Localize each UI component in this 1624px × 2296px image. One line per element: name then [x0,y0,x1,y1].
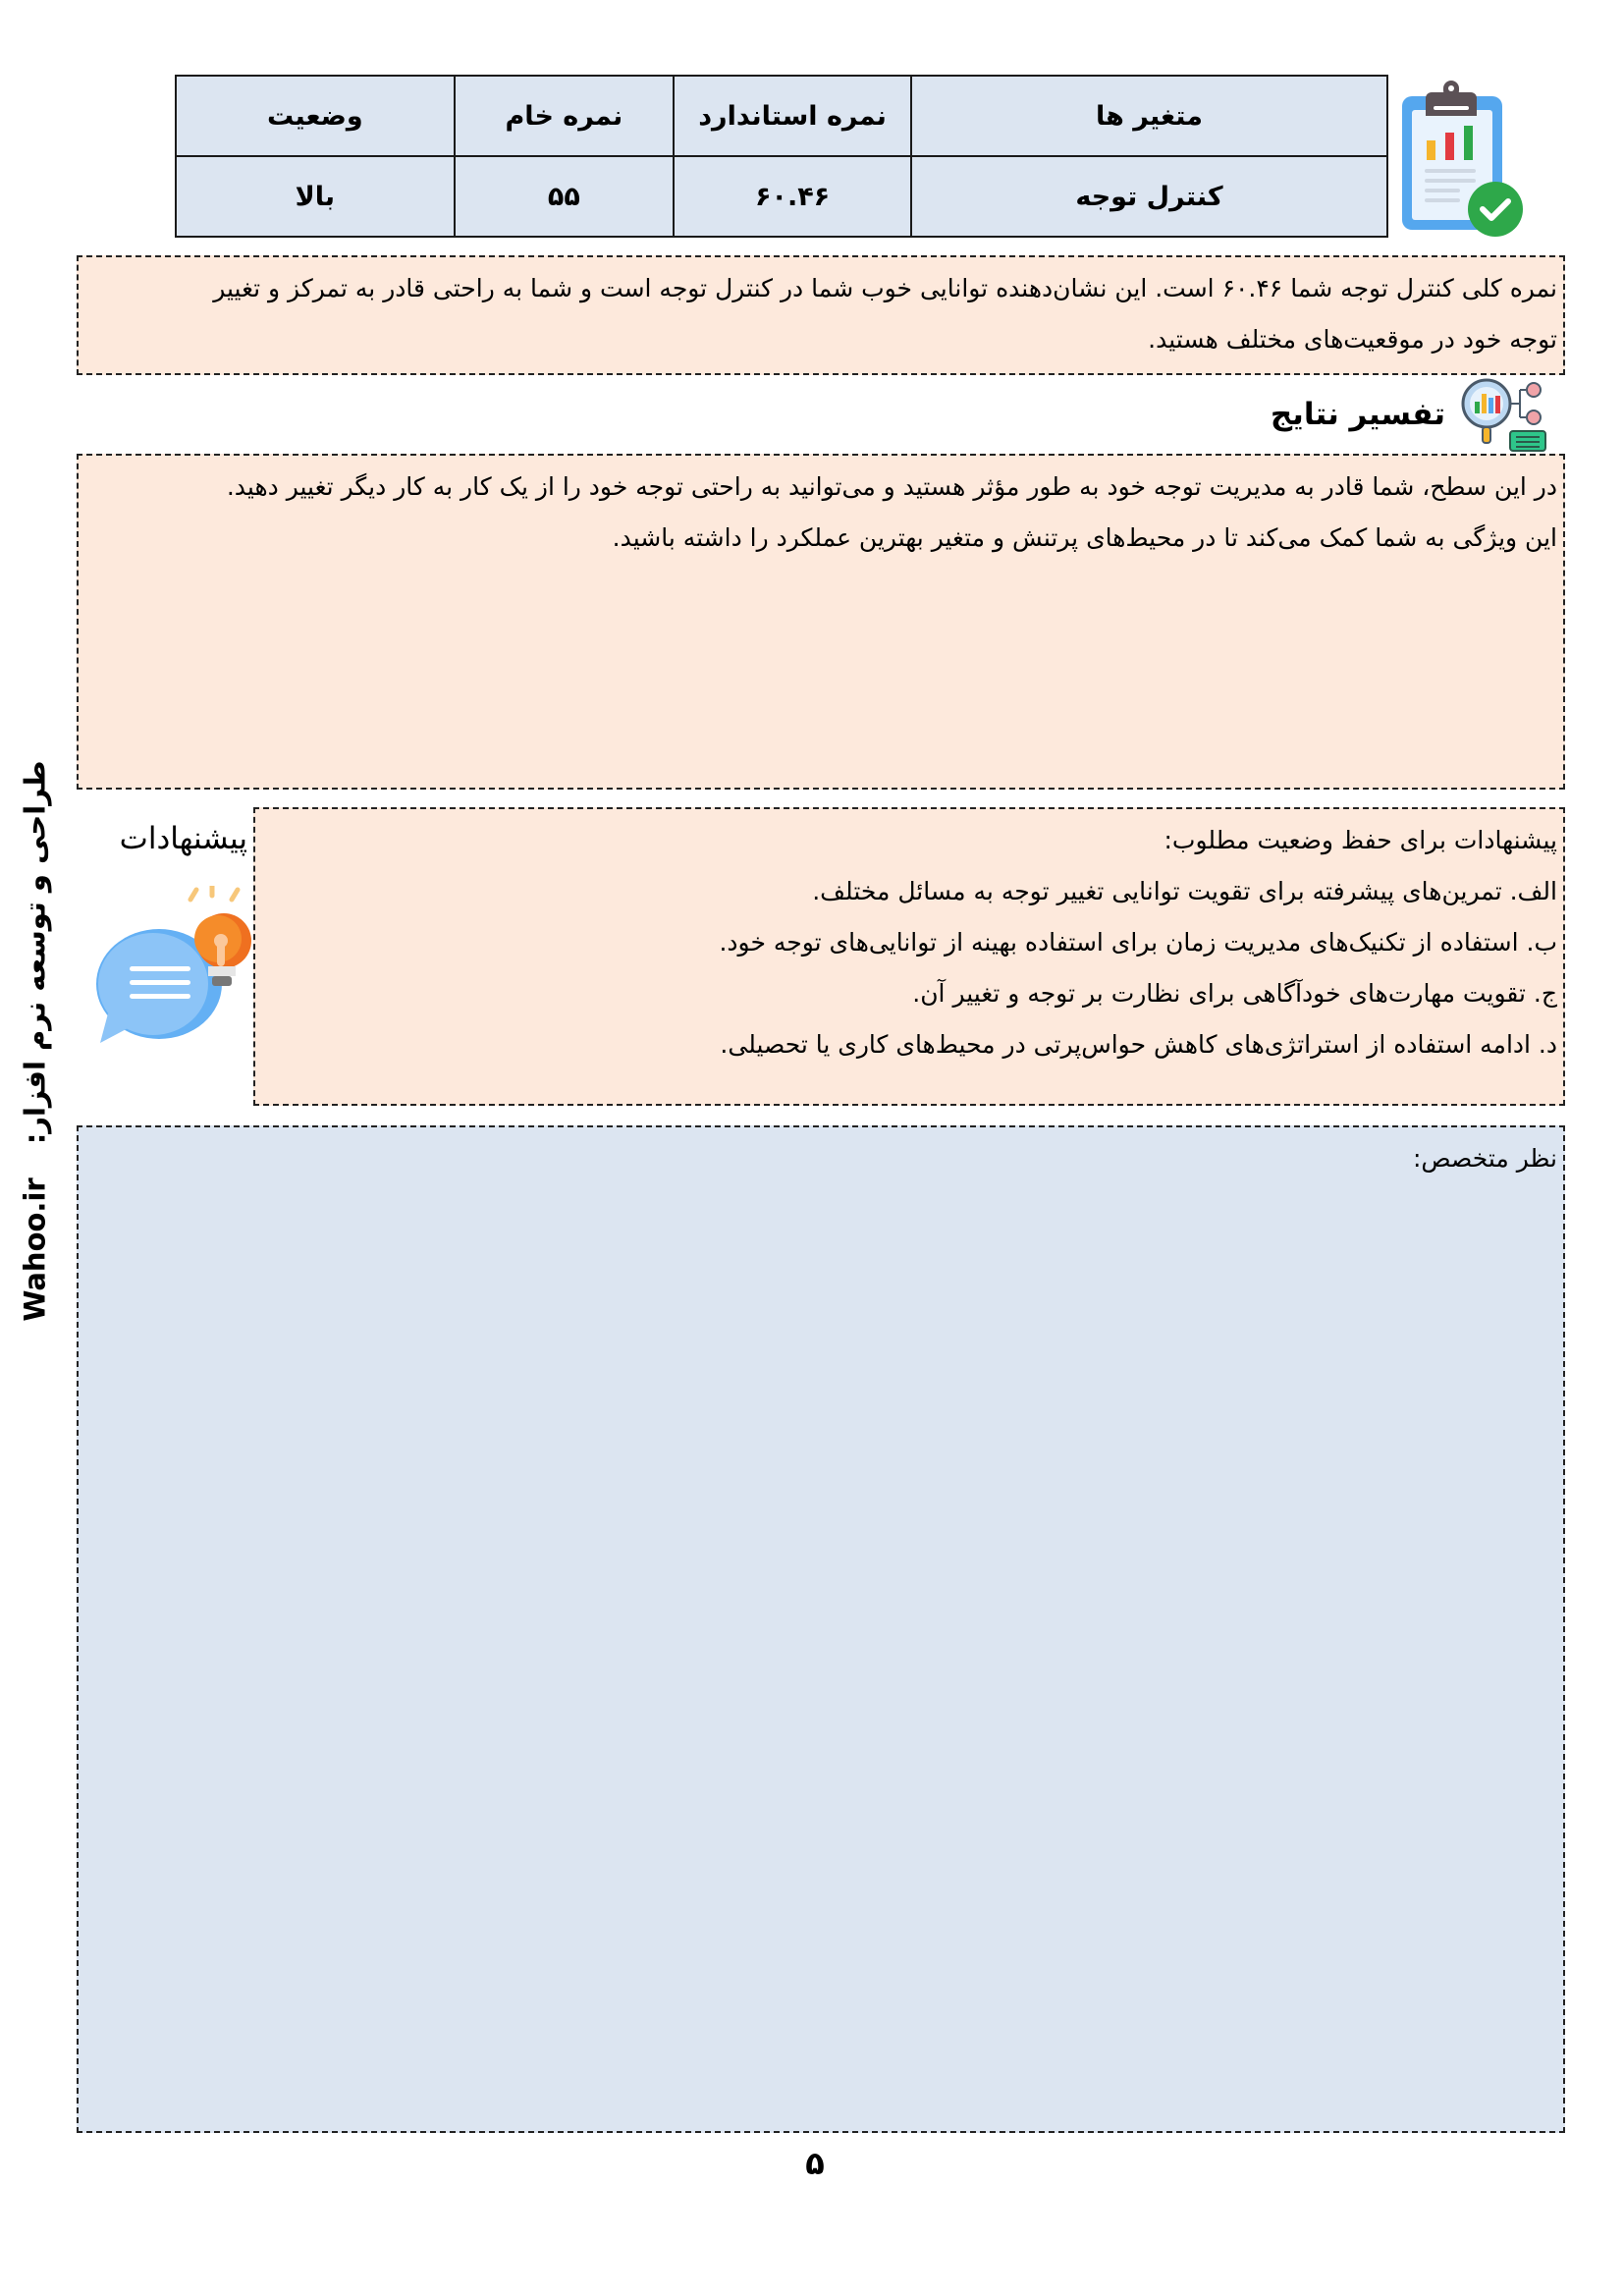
credit-label: طراحی و توسعه نرم افزار: [19,760,53,1145]
interpretation-box [77,454,1565,790]
table-row [176,156,1387,237]
interpretation-line: این ویژگی به شما کمک می‌کند تا در محیط‌های پرتنش و متغیر بهترین عملکرد را داشته باشید. [612,523,1557,552]
interpretation-title: تفسیر نتایج [1270,397,1445,432]
expert-opinion-label: نظر متخصص: [1412,1144,1557,1173]
clipboard-chart-check-icon [1394,73,1532,240]
summary-box [77,255,1565,375]
table-header-row [176,76,1387,156]
sidebar-credit [14,760,57,1322]
header-raw-score: نمره خام [455,76,675,156]
cell-variable: کنترل توجه [911,156,1387,237]
summary-line: نمره کلی کنترل توجه شما ۶۰.۴۶ است. این نشان‌دهنده توانایی خوب شما در کنترل توجه است و شما به راحتی قادر به تمرکز و تغییر [213,274,1557,302]
cell-raw-score: ۵۵ [455,156,675,237]
suggestion-item: د. ادامه استفاده از استراتژی‌های کاهش حواس‌پرتی در محیط‌های کاری یا تحصیلی. [720,1030,1557,1059]
speech-bubble-lightbulb-icon [94,886,255,1053]
suggestion-item: ب. استفاده از تکنیک‌های مدیریت زمان برای استفاده بهینه از توانایی‌های توجه خود. [719,928,1557,957]
suggestions-title: پیشنهادات [119,821,247,856]
suggestions-box [253,807,1565,1106]
cell-status: بالا [176,156,455,237]
header-variables: متغیر ها [911,76,1387,156]
expert-opinion-box[interactable] [77,1125,1565,2133]
header-standard-score: نمره استاندارد [674,76,911,156]
suggestion-item: ج. تقویت مهارت‌های خودآگاهی برای نظارت بر توجه و تغییر آن. [912,979,1557,1008]
header-status: وضعیت [176,76,455,156]
suggestions-intro: پیشنهادات برای حفظ وضعیت مطلوب: [1164,826,1557,854]
score-table [175,75,1388,238]
suggestion-item: الف. تمرین‌های پیشرفته برای تقویت توانایی تغییر توجه به مسائل مختلف. [812,877,1557,905]
interpretation-line: در این سطح، شما قادر به مدیریت توجه خود به طور مؤثر هستید و می‌توانید به راحتی توجه خود را از یک کار به کار دیگر تغییر دهید. [226,472,1557,501]
cell-standard-score: ۶۰.۴۶ [674,156,911,237]
magnifier-analytics-icon [1453,376,1551,453]
site-name: Wahoo.ir [19,1177,53,1322]
summary-line: توجه خود در موقعیت‌های مختلف هستید. [1148,325,1557,354]
interpretation-heading [1178,375,1551,454]
page-number: ۵ [805,2145,825,2182]
